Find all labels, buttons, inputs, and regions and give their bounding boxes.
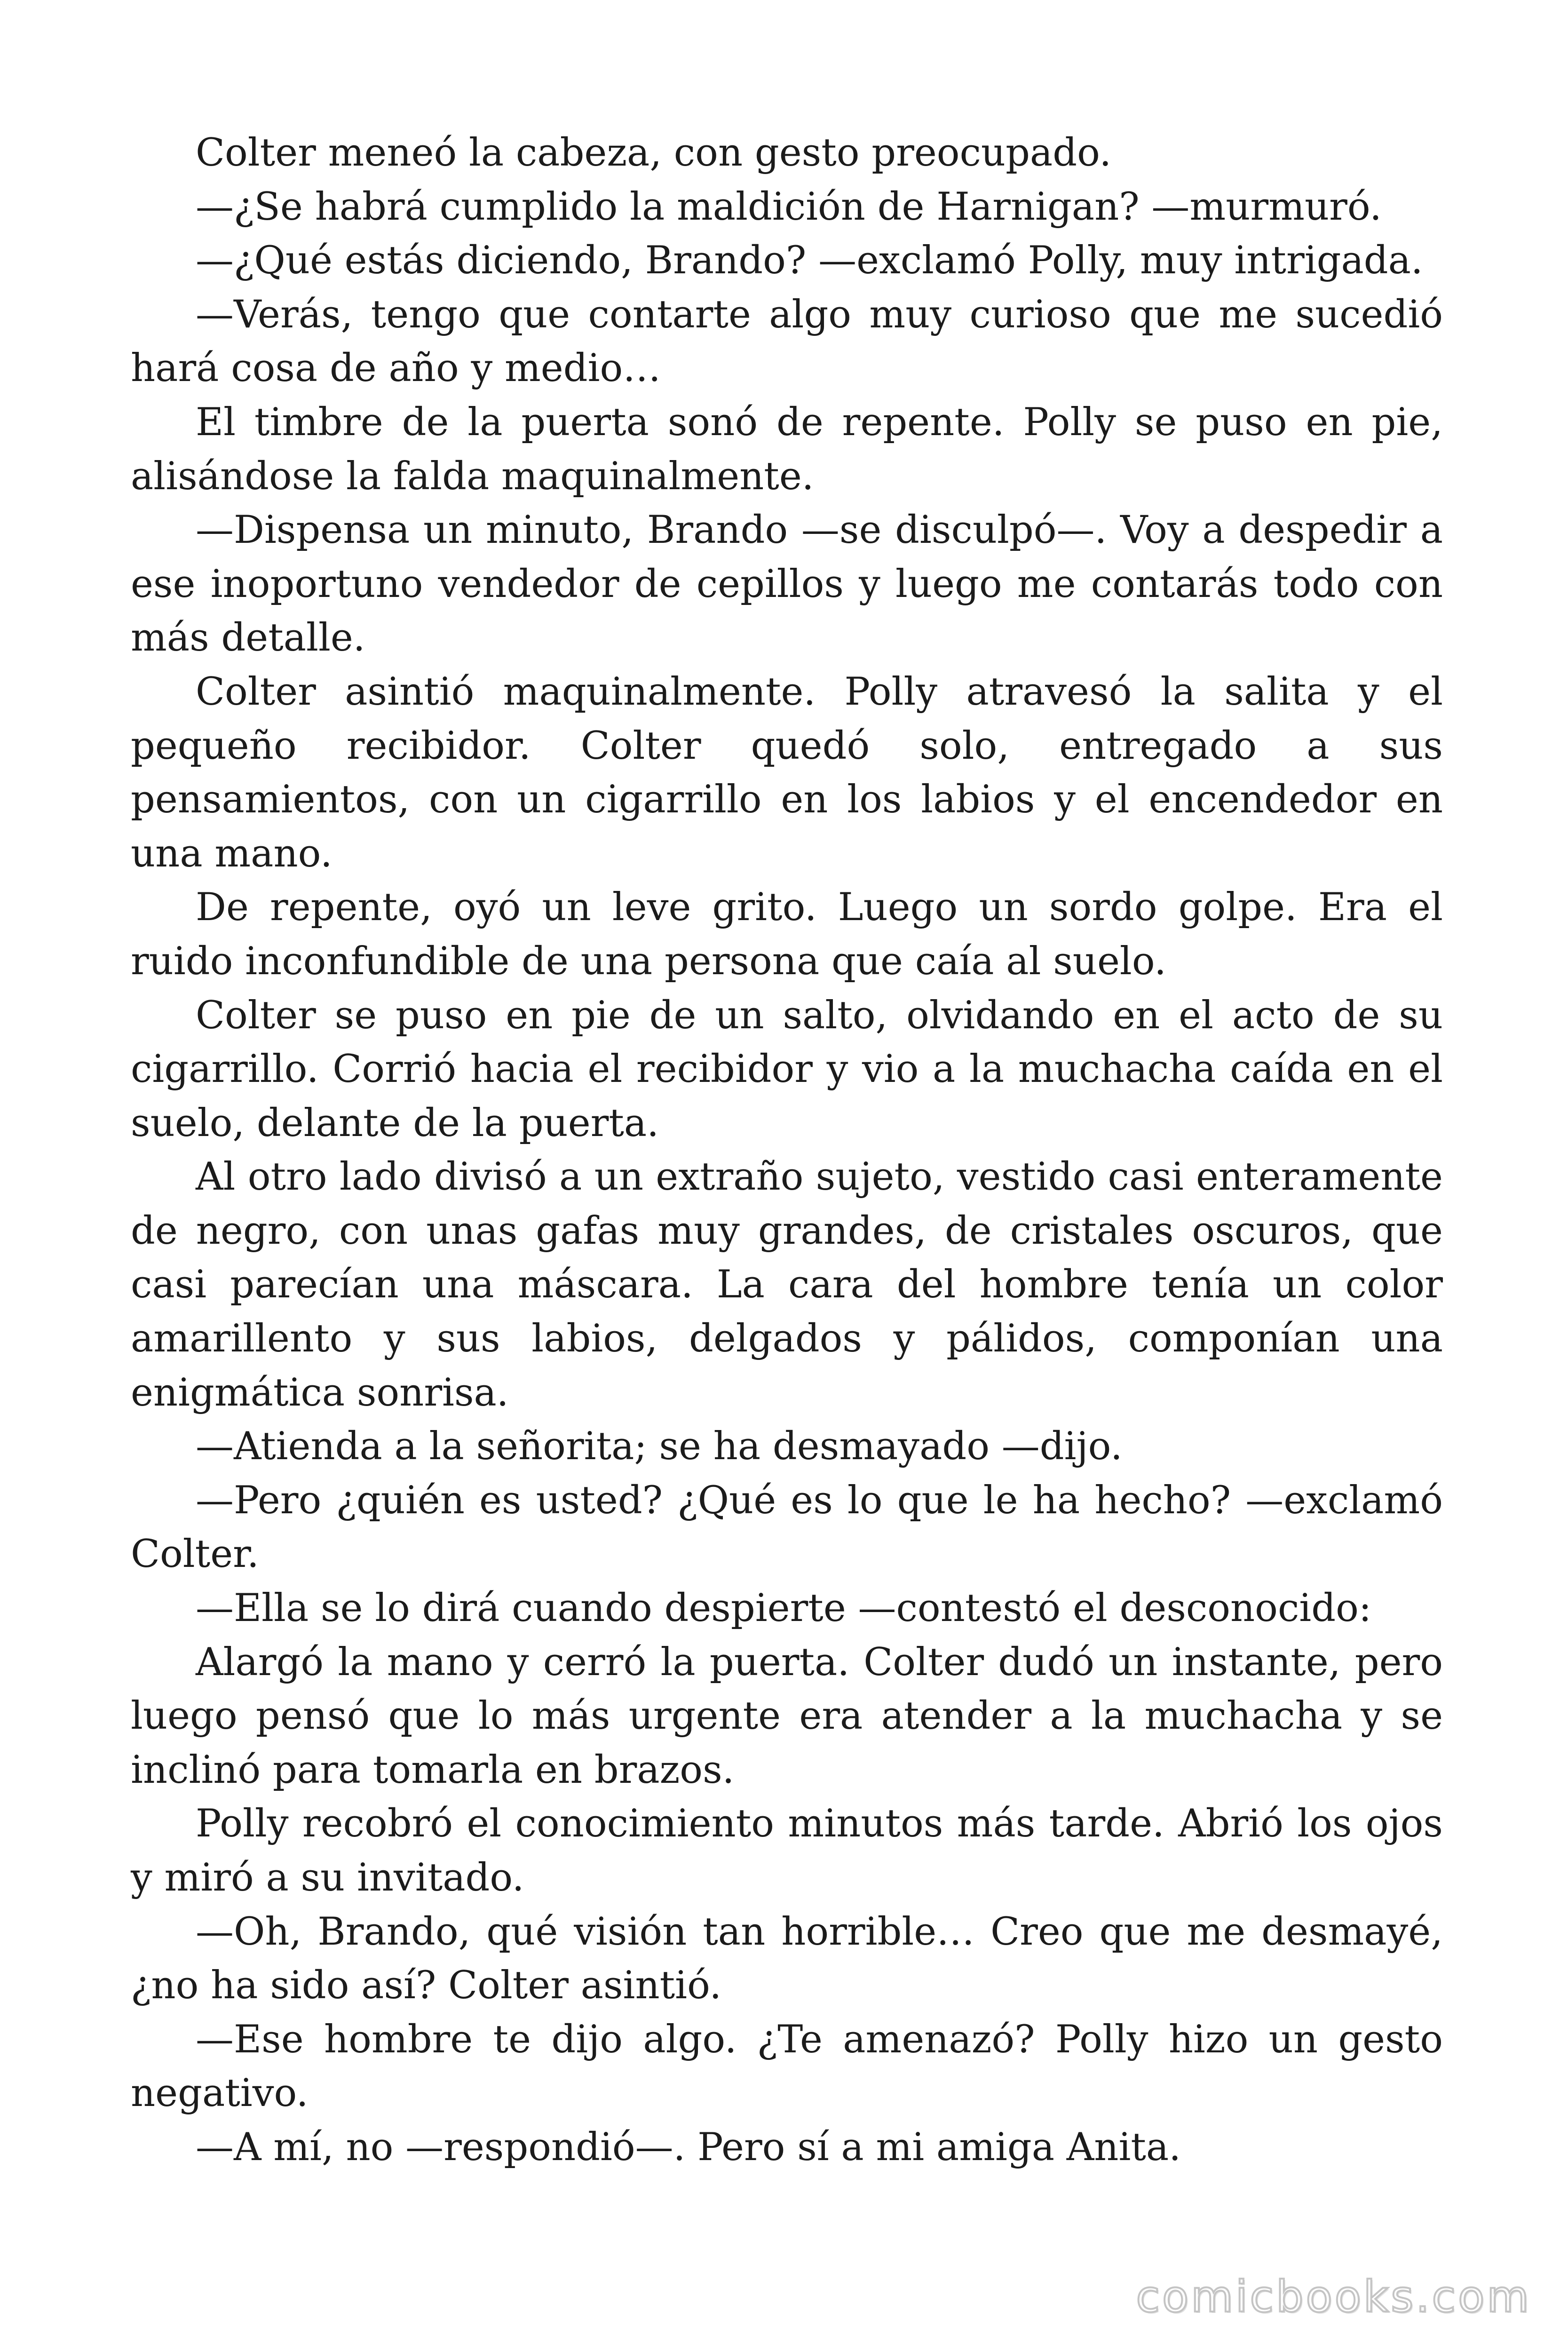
paragraph: —Ella se lo dirá cuando despierte —contestó el desconocido: — [196, 1586, 1372, 1631]
paragraph: —A mí, no —respondió—. Pero sí a mi amiga Anita. — [196, 2125, 1181, 2169]
paragraph: —¿Qué estás diciendo, Brando? —exclamó Polly, muy intrigada. — [196, 238, 1423, 283]
paragraph: —Atienda a la señorita; se ha desmayado —dijo. — [196, 1424, 1123, 1469]
paragraph: Colter meneó la cabeza, con gesto preocupado. — [196, 131, 1112, 175]
book-page-body — [131, 126, 1443, 2175]
paragraph: —Dispensa un minuto, Brando —se disculpó—. Voy a despedir a ese inoportuno vendedor de cepillos y luego me contarás todo con más detalle. — [131, 508, 1443, 660]
paragraph: —¿Se habrá cumplido la maldición de Harnigan? —murmuró. — [196, 184, 1382, 229]
paragraph: El timbre de la puerta sonó de repente. Polly se puso en pie, alisándose la falda maquinalmente. — [131, 400, 1443, 499]
paragraph: —Verás, tengo que contarte algo muy curioso que me sucedió hará cosa de año y medio… — [131, 292, 1443, 391]
paragraph: Alargó la mano y cerró la puerta. Colter dudó un instante, pero luego pensó que lo más urgente era atender a la muchacha y se inclinó para tomarla en brazos. — [131, 1640, 1443, 1792]
paragraph: Colter se puso en pie de un salto, olvidando en el acto de su cigarrillo. Corrió hacia el recibidor y vio a la muchacha caída en el suelo, delante de la puerta. — [131, 993, 1443, 1145]
paragraph: —Ese hombre te dijo algo. ¿Te amenazó? Polly hizo un gesto negativo. — [131, 2017, 1443, 2116]
paragraph: —Oh, Brando, qué visión tan horrible… Creo que me desmayé, ¿no ha sido así? Colter asintió. — [131, 1909, 1443, 2008]
paragraph: —Pero ¿quién es usted? ¿Qué es lo que le ha hecho? —exclamó Colter. — [131, 1478, 1443, 1577]
paragraph: Polly recobró el conocimiento minutos más tarde. Abrió los ojos y miró a su invitado. — [131, 1802, 1443, 1900]
paragraph: Colter asintió maquinalmente. Polly atravesó la salita y el pequeño recibidor. Colter quedó solo, entregado a sus pensamientos, con un cigarrillo en los labios y el encendedor en una mano. — [131, 669, 1443, 876]
paragraph: De repente, oyó un leve grito. Luego un sordo golpe. Era el ruido inconfundible de una persona que caía al suelo. — [131, 885, 1443, 984]
site-watermark: comicbooks.com — [1136, 2272, 1531, 2322]
paragraph: Al otro lado divisó a un extraño sujeto, vestido casi enteramente de negro, con unas gafas muy grandes, de cristales oscuros, que casi parecían una máscara. La cara del hombre tenía un color amarillento y sus labios, delgados y pálidos, componían una enigmática sonrisa. — [131, 1155, 1443, 1415]
